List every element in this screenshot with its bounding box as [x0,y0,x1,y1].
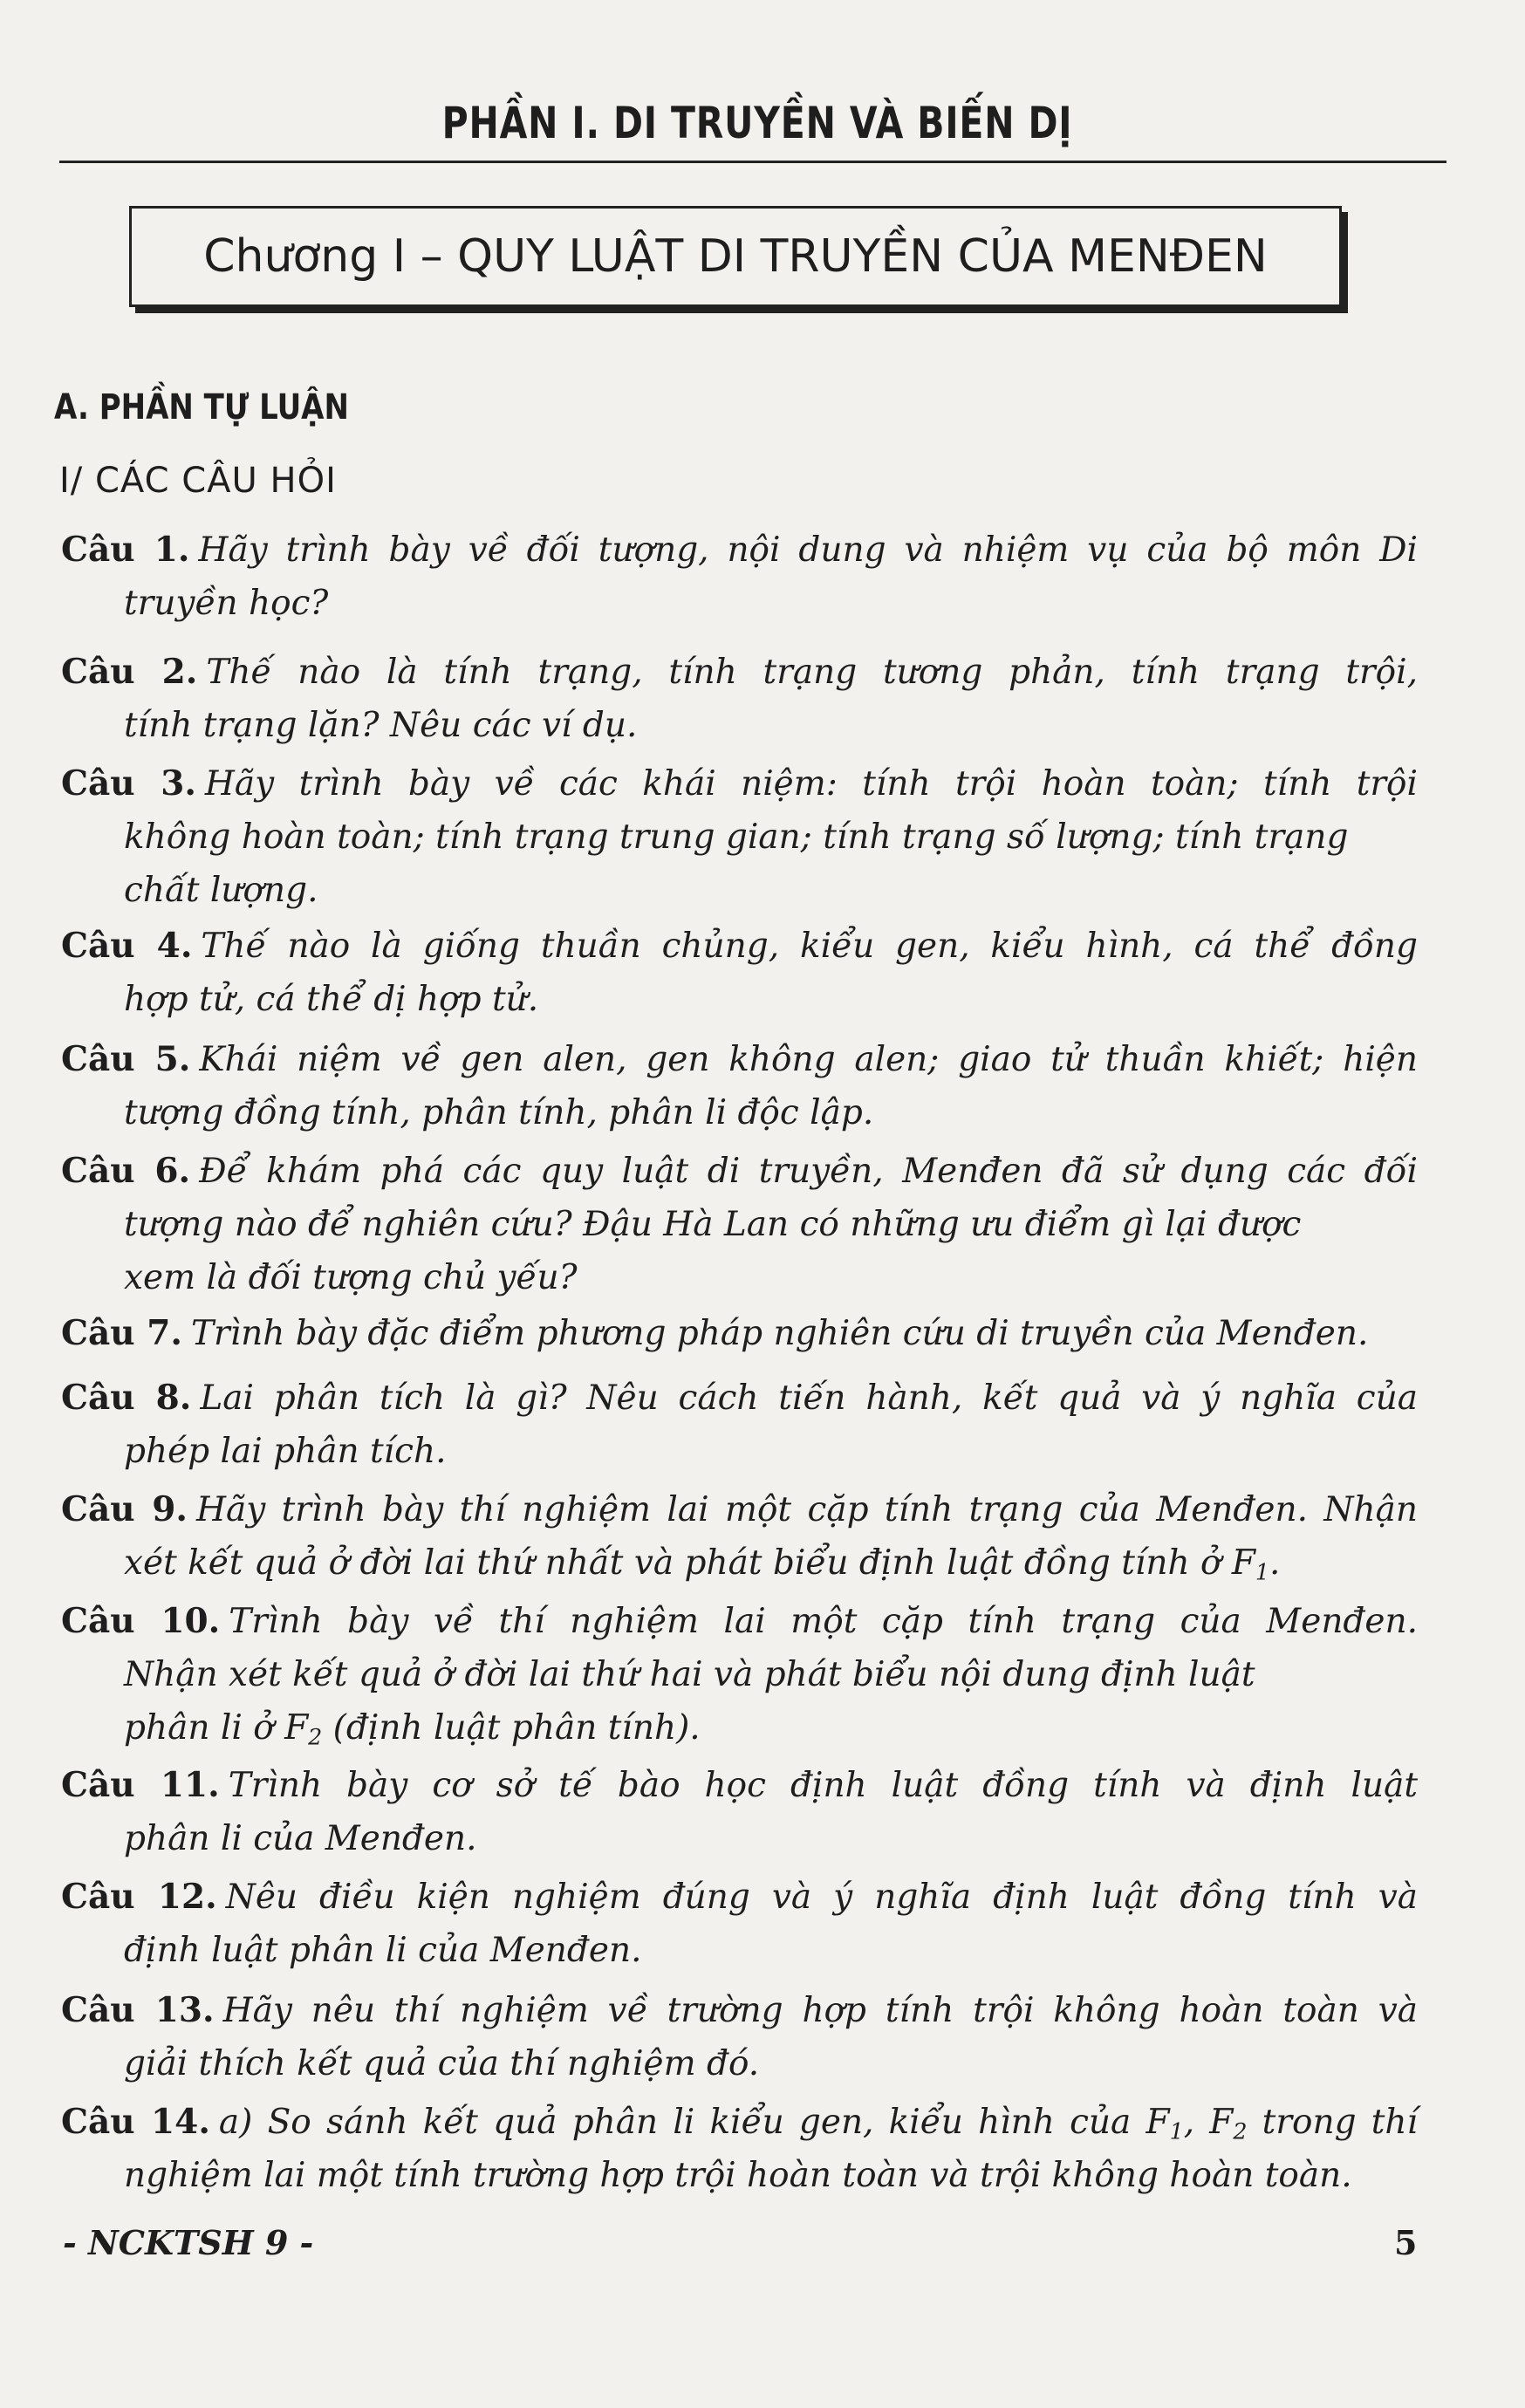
question-text: phân li của Menđen. [124,1819,477,1858]
question-text: tượng nào để nghiên cứu? Đậu Hà Lan có những ưu điểm gì lại được [124,1205,1302,1244]
question-label: Câu 9. [61,1489,188,1529]
footer-book-code: - NCKTSH 9 - [63,2223,314,2262]
section-i-heading: I/ CÁC CÂU HỎI [59,461,337,501]
question-label: Câu 4. [61,926,193,966]
question-label: Câu 7. [61,1313,182,1353]
question-text: Trình bày đặc điểm phương pháp nghiên cứu di truyền của Menđen. [190,1314,1369,1353]
question-text: tượng đồng tính, phân tính, phân li độc lập. [124,1093,874,1132]
section-a-heading: A. PHẦN TỰ LUẬN [54,387,349,428]
question-text: Lai phân tích là gì? Nêu cách tiến hành, kết quả và ý nghĩa của [200,1378,1418,1418]
question-label: Câu 1. [61,530,190,570]
question-text: Hãy trình bày về các khái niệm: tính trội hoàn toàn; tính trội [204,764,1418,804]
question-text: phép lai phân tích. [124,1432,447,1471]
question-text: tính trạng lặn? Nêu các ví dụ. [124,706,638,745]
question-label: Câu 11. [61,1765,220,1805]
chapter-title-box [129,206,1342,307]
question-label: Câu 5. [61,1039,191,1079]
question-label: Câu 8. [61,1378,192,1418]
question-label: Câu 13. [61,1990,215,2030]
question-text: Hãy trình bày thí nghiệm lai một cặp tính trạng của Menđen. Nhận [195,1490,1418,1529]
question-14 [61,2096,1418,2202]
question-4 [61,920,1418,1026]
question-text: Hãy trình bày về đối tượng, nội dung và nhiệm vụ của bộ môn Di [198,530,1418,570]
question-text: Trình bày cơ sở tế bào học định luật đồng tính và định luật [228,1766,1419,1805]
question-text: chất lượng. [124,871,318,910]
question-text: xem là đối tượng chủ yếu? [124,1258,578,1297]
question-text: truyền học? [124,584,329,623]
question-label: Câu 12. [61,1877,217,1917]
question-label: Câu 2. [61,652,198,692]
question-text: hợp tử, cá thể dị hợp tử. [124,980,539,1019]
question-text: Để khám phá các quy luật di truyền, Menđen đã sử dụng các đối [199,1152,1418,1191]
part-title: PHẦN I. DI TRUYỀN VÀ BIẾN DỊ [441,98,1073,148]
question-text: giải thích kết quả của thí nghiệm đó. [124,2044,760,2083]
question-text: Trình bày về thí nghiệm lai một cặp tính trạng của Menđen. [229,1602,1418,1641]
question-text: Nêu điều kiện nghiệm đúng và ý nghĩa định luật đồng tính và [225,1878,1418,1917]
question-text: Khái niệm về gen alen, gen không alen; giao tử thuần khiết; hiện [199,1040,1418,1079]
question-text: Thế nào là giống thuần chủng, kiểu gen, kiểu hình, cá thể đồng [201,927,1418,966]
question-8 [61,1372,1418,1478]
question-3 [61,757,1418,917]
question-7 [61,1307,1418,1360]
question-text: Nhận xét kết quả ở đời lai thứ hai và phát biểu nội dung định luật [124,1655,1255,1694]
title-underline [59,161,1446,163]
question-label: Câu 3. [61,763,196,804]
question-text: a) So sánh kết quả phân li kiểu gen, kiểu hình của $F_1$, $F_2$ trong thí [218,2103,1419,2145]
question-text: Thế nào là tính trạng, tính trạng tương phản, tính trạng trội, [206,653,1418,692]
question-11 [61,1759,1418,1865]
question-label: Câu 6. [61,1151,191,1191]
page-number: 5 [1394,2223,1418,2262]
question-text: nghiệm lai một tính trường hợp trội hoàn toàn và trội không hoàn toàn. [124,2156,1352,2195]
question-5 [61,1033,1418,1139]
question-text: Hãy nêu thí nghiệm về trường hợp tính trội không hoàn toàn và [222,1991,1418,2030]
question-1 [61,523,1418,630]
question-2 [61,646,1418,752]
question-10 [61,1595,1418,1755]
question-text: phân li ở $F_2$ (định luật phân tính). [124,1708,701,1750]
question-label: Câu 14. [61,2102,210,2142]
question-text: định luật phân li của Menđen. [124,1931,642,1970]
question-9 [61,1483,1418,1590]
question-label: Câu 10. [61,1601,221,1641]
question-text: xét kết quả ở đời lai thứ nhất và phát biểu định luật đồng tính ở $F_1$. [124,1543,1281,1585]
question-13 [61,1984,1418,2090]
question-text: không hoàn toàn; tính trạng trung gian; tính trạng số lượng; tính trạng [124,817,1349,857]
question-12 [61,1871,1418,1977]
chapter-title: Chương I – QUY LUẬT DI TRUYỀN CỦA MENĐEN [203,230,1268,283]
question-6 [61,1145,1418,1304]
